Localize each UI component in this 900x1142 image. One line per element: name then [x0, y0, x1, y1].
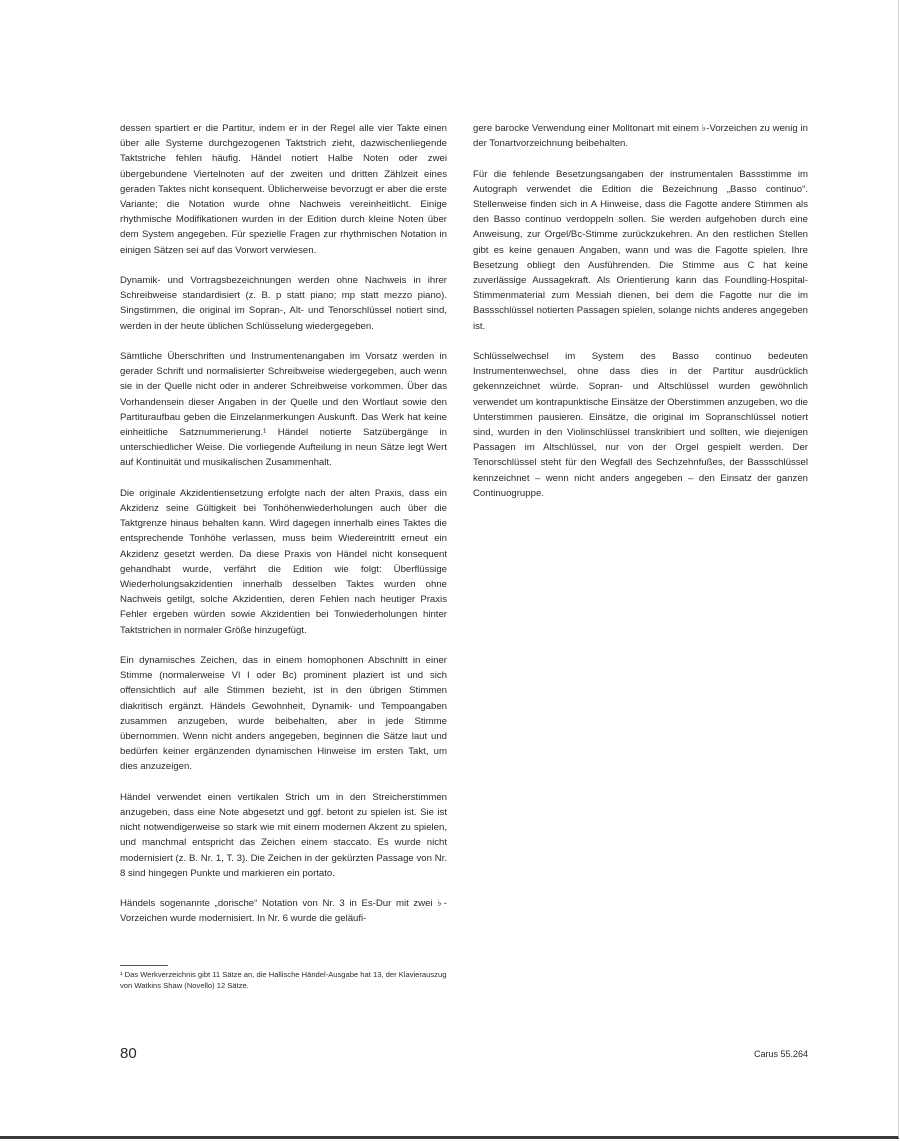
paragraph: Sämtliche Überschriften und Instrumentenangaben im Vorsatz werden in gerader Schrift und normalisierter Schreibweise wiedergegeben, auch wenn sie in der Quelle nicht oder in anderer Schreibweise vorkommen. Über das Vorhandensein dieser Angaben in der Quelle und den Wortlaut sowie den Partituraufbau geben die Einzelanmerkungen Auskunft. Das Werk hat keine einheitliche Satznummerierung.¹ Händel notierte Satzübergänge in unterschiedlicher Weise. Die vorliegende Aufteilung in neun Sätze legt Wert auf Kontinuität und musikalischen Zusammenhalt.	[120, 351, 447, 469]
paragraph: Händel verwendet einen vertikalen Strich um in den Streicherstimmen anzugeben, dass eine Note abgesetzt und ggf. betont zu spielen ist. Sie ist nicht notwendigerweise so stark wie mit einem modernen Akzent zu spielen, und manchmal entspricht das Zeichen einem staccato. Es wurde nicht modernisiert (z. B. Nr. 1, T. 3). Die Zeichen in der gekürzten Passage von Nr. 8 sind hingegen Punkte und markieren ein portato.	[120, 791, 447, 879]
right-column	[473, 121, 808, 516]
paragraph: Die originale Akzidentiensetzung erfolgte nach der alten Praxis, dass ein Akzidenz seine Gültigkeit bei Tonhöhenwiederholungen auch über die Taktgrenze hinaus behalten kann. Wird dagegen innerhalb eines Taktes die entsprechende Tonhöhe verlassen, muss beim Wiedereintritt erneut ein Akzidenz gesetzt werden. Da diese Praxis von Händel nicht konsequent gehandhabt wurde, verfährt die Edition wie folgt: Überflüssige Wiederholungsakzidentien innerhalb desselben Taktes wurden ohne Nachweis getilgt, solche Akzidentien, deren Fehlen nach heutiger Praxis Fehler ergeben würden sowie Akzidentien bei Tonwiederholungen hinter Taktstrichen in normaler Größe hinzugefügt.	[120, 487, 447, 636]
paragraph: Dynamik- und Vortragsbezeichnungen werden ohne Nachweis in ihrer Schreibweise standardisiert (z. B. p statt piano; mp statt mezzo piano). Singstimmen, die original im Sopran-, Alt- und Tenorschlüssel notiert sind, werden in der heute üblichen Schlüsselung wiedergegeben.	[120, 275, 447, 332]
paragraph: Schlüsselwechsel im System des Basso continuo bedeuten Instrumentenwechsel, ohne dass dies in der Partitur ausdrücklich gekennzeichnet würde. Sopran- und Altschlüssel wurden gewöhnlich verwendet um kontrapunktische Einsätze der Oberstimmen anzugeben, wo die Unterstimmen pausieren. Einsätze, die original im Sopranschlüssel notiert sind, wurden in den Violinschlüssel transkribiert und sollten, wie diejenigen Passagen im Altschlüssel, nur von der Orgel gespielt werden. Der Tenorschlüssel steht für den Wegfall des Sechzehnfußes, der Bassschlüssel kennzeichnet – wenn nicht anders angegeben – den Einsatz der ganzen Continuogruppe.	[473, 351, 808, 499]
footnote: ¹ Das Werkverzeichnis gibt 11 Sätze an, die Hallische Händel-Ausgabe hat 13, der Klavierauszug von Watkins Shaw (Novello) 12 Sätze.	[120, 970, 447, 991]
page-number: 80	[120, 1045, 137, 1062]
paragraph: dessen spartiert er die Partitur, indem er in der Regel alle vier Takte einen über alle Systeme durchgezogenen Taktstrich zieht, dazwischenliegende Taktstriche fehlen häufig. Händel notiert Halbe Noten oder zwei übergebundene Viertelnoten auf der zweiten und dritten Zählzeit eines geraden Taktes nicht konsequent. Üblicherweise bevorzugt er aber die erste Variante; die Notation wurde ohne Nachweis vereinheitlicht. Einige rhythmische Modifikationen wurden in der Edition durch kleine Noten über dem System angegeben. Für spezielle Fragen zur rhythmischen Notation in einigen Sätzen sei auf das Vorwort verwiesen.	[120, 123, 447, 256]
paragraph: Ein dynamisches Zeichen, das in einem homophonen Abschnitt in einer Stimme (normalerweise Vl I oder Bc) prominent plaziert ist und sich offensichtlich auf alle Stimmen bezieht, ist in den übrigen Stimmen diakritisch ergänzt. Händels Gewohnheit, Dynamik- und Tempoangaben zusammen anzugeben, wurde beibehalten, aber in jede Stimme übernommen. Wenn nicht anders angegeben, beginnen die Sätze laut und bedürfen keiner ergänzenden dynamischen Hinweise im ersten Takt, um dies anzuzeigen.	[120, 655, 447, 773]
paragraph: Händels sogenannte „dorische“ Notation von Nr. 3 in Es-Dur mit zwei ♭-Vorzeichen wurde modernisiert. In Nr. 6 wurde die geläufi-	[120, 898, 447, 925]
paragraph: gere barocke Verwendung einer Molltonart mit einem ♭-Vorzeichen zu wenig in der Tonartvorzeichnung beibehalten.	[473, 123, 808, 150]
paragraph: Für die fehlende Besetzungsangaben der instrumentalen Bassstimme im Autograph verwendet die Edition die Bezeichnung „Basso continuo“. Stellenweise finden sich in A Hinweise, dass die Fagotte andere Stimmen als den Basso continuo verdoppeln sollen. Sie werden aufgehoben durch eine Anweisung, zur Orgel/Bc-Stimme zurückzukehren. An den restlichen Stellen gibt es keine genauen Angaben, wann und was die Fagotte spielen. Ihre Besetzung obliegt den Ausführenden. Die Stimme aus C hat keine zuverlässige Aussagekraft. Als Orientierung kann das Foundling-Hospital-Stimmenmaterial zum Messiah dienen, bei dem die Fagotte nur die im Bassschlüssel notierten Passagen spielen, solange nichts anderes angegeben ist.	[473, 168, 808, 332]
publisher-imprint: Carus 55.264	[753, 1049, 808, 1059]
left-column	[120, 121, 447, 942]
footnote-divider	[120, 965, 168, 966]
